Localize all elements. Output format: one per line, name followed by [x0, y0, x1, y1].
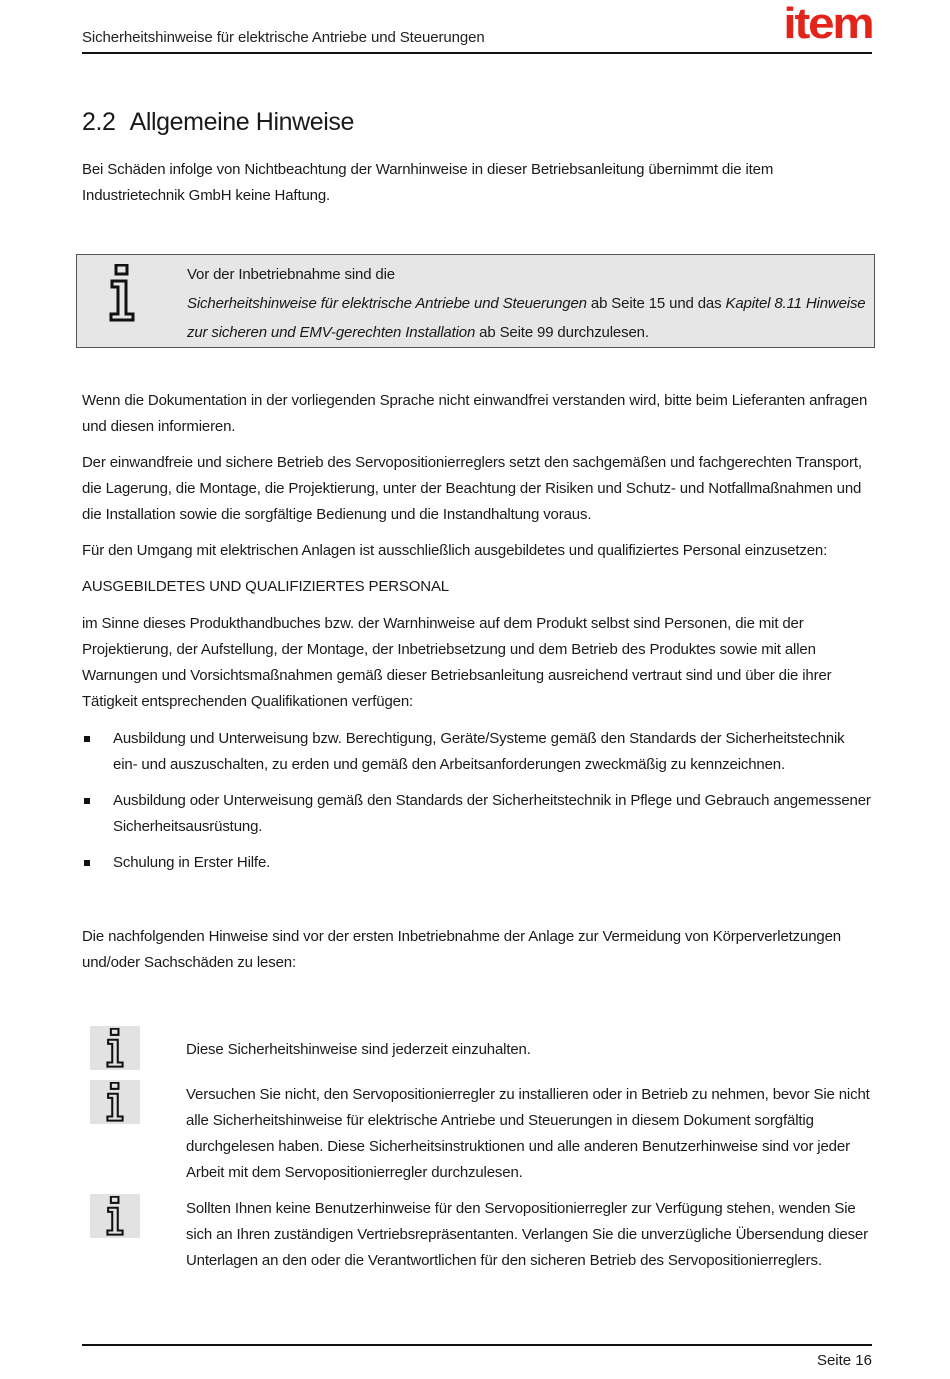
- paragraph-5: im Sinne dieses Produkthandbuches bzw. der Warnhinweise auf dem Produkt selbst sind Personen, die mit der Projektierung, der Aufstellung, der Montage, der Inbetriebsetzung und dem Betrieb des Produktes sowie mit allen Warnungen und Vorsichtsmaßnahmen gemäß dieser Betriebsanleitung ausreichend vertraut sind und über die ihrer Tätigkeit entsprechenden Qualifikationen verfügen:: [82, 615, 832, 710]
- header-divider: [82, 52, 872, 54]
- note-text: Versuchen Sie nicht, den Servopositionierregler zu installieren oder in Betrieb zu nehmen, bevor Sie nicht alle Sicherheitshinweise für elektrische Antriebe und Steuerungen in diesem Dokument sorgfältig durchgelesen haben. Diese Sicherheitsinstruktionen und alle anderen Benutzerhinweise sind vor jeder Arbeit mit dem Servopositionierregler durchzulesen.: [186, 1086, 870, 1181]
- list-item-text: Ausbildung oder Unterweisung gemäß den Standards der Sicherheitstechnik in Pflege und Gebrauch angemessener Sicherheitsausrüstung.: [113, 792, 871, 835]
- info-end-text: ab Seite 99 durchzulesen.: [475, 324, 649, 341]
- note-text: Diese Sicherheitshinweise sind jederzeit einzuhalten.: [186, 1041, 531, 1058]
- intro-paragraph: Bei Schäden infolge von Nichtbeachtung der Warnhinweise in dieser Betriebsanleitung übernimmt die item Industrietechnik GmbH keine Haftung.: [82, 161, 774, 204]
- note-text: Sollten Ihnen keine Benutzerhinweise für den Servopositionierregler zur Verfügung stehen, wenden Sie sich an Ihren zuständigen Vertriebsrepräsentanten. Verlangen Sie die unverzügliche Übersendung dieser Unterlagen an den oder die Verantwortlichen für den sicheren Betrieb des Servopositionierreglers.: [186, 1200, 868, 1269]
- list-item: [82, 850, 872, 876]
- info-icon: [90, 1080, 140, 1124]
- qualification-list: [82, 726, 872, 886]
- page-number: Seite 16: [816, 1352, 872, 1369]
- page-header: [82, 0, 872, 56]
- info-box-line2: [187, 289, 872, 347]
- paragraph-2: Der einwandfreie und sichere Betrieb des Servopositionierreglers setzt den sachgemäßen und fachgerechten Transport, die Lagerung, die Montage, die Projektierung, unter der Beachtung der Risiken und Schutz- und Notfallmaßnahmen und die Installation sowie die sorgfältige Bedienung und die Instandhaltung voraus.: [82, 454, 862, 523]
- info-box: [76, 254, 875, 348]
- info-ref-chapter[interactable]: Kapitel 8.11 Hinweise zur sicheren und EMV-gerechten Installation: [187, 295, 866, 341]
- footer-divider: [82, 1344, 872, 1346]
- paragraph-6: Die nachfolgenden Hinweise sind vor der ersten Inbetriebnahme der Anlage zur Vermeidung von Körperverletzungen und/oder Sachschäden zu lesen:: [82, 928, 841, 971]
- info-box-line1: Vor der Inbetriebnahme sind die: [187, 266, 395, 283]
- paragraph-3: Für den Umgang mit elektrischen Anlagen ist ausschließlich ausgebildetes und qualifiziertes Personal einzusetzen:: [82, 542, 828, 559]
- header-title: Sicherheitshinweise für elektrische Antriebe und Steuerungen: [82, 29, 485, 46]
- list-item: [82, 726, 872, 778]
- section-number: 2.2: [82, 108, 116, 136]
- info-mid-text: ab Seite 15 und das: [586, 295, 726, 312]
- paragraph-1: Wenn die Dokumentation in der vorliegenden Sprache nicht einwandfrei verstanden wird, bitte beim Lieferanten anfragen und diesen informieren.: [82, 392, 868, 435]
- info-icon: [90, 1026, 140, 1070]
- list-item-text: Schulung in Erster Hilfe.: [113, 854, 271, 871]
- info-ref-safety[interactable]: Sicherheitshinweise für elektrische Antriebe und Steuerungen: [187, 295, 587, 312]
- section-heading: [82, 108, 354, 137]
- info-box-text: [187, 260, 872, 347]
- paragraph-4: AUSGEBILDETES UND QUALIFIZIERTES PERSONAL: [82, 578, 449, 595]
- info-icon: [90, 1194, 140, 1238]
- section-title: Allgemeine Hinweise: [129, 108, 355, 136]
- item-logo: item: [782, 0, 872, 48]
- bullet-marker: [84, 798, 90, 804]
- list-item: [82, 788, 872, 840]
- info-icon: [109, 264, 135, 327]
- bullet-marker: [84, 736, 90, 742]
- bullet-marker: [84, 860, 90, 866]
- list-item-text: Ausbildung und Unterweisung bzw. Berechtigung, Geräte/Systeme gemäß den Standards der Sicherheitstechnik ein- und auszuschalten, zu erden und gemäß den Arbeitsanforderungen zweckmäßig zu kennzeichnen.: [113, 730, 845, 773]
